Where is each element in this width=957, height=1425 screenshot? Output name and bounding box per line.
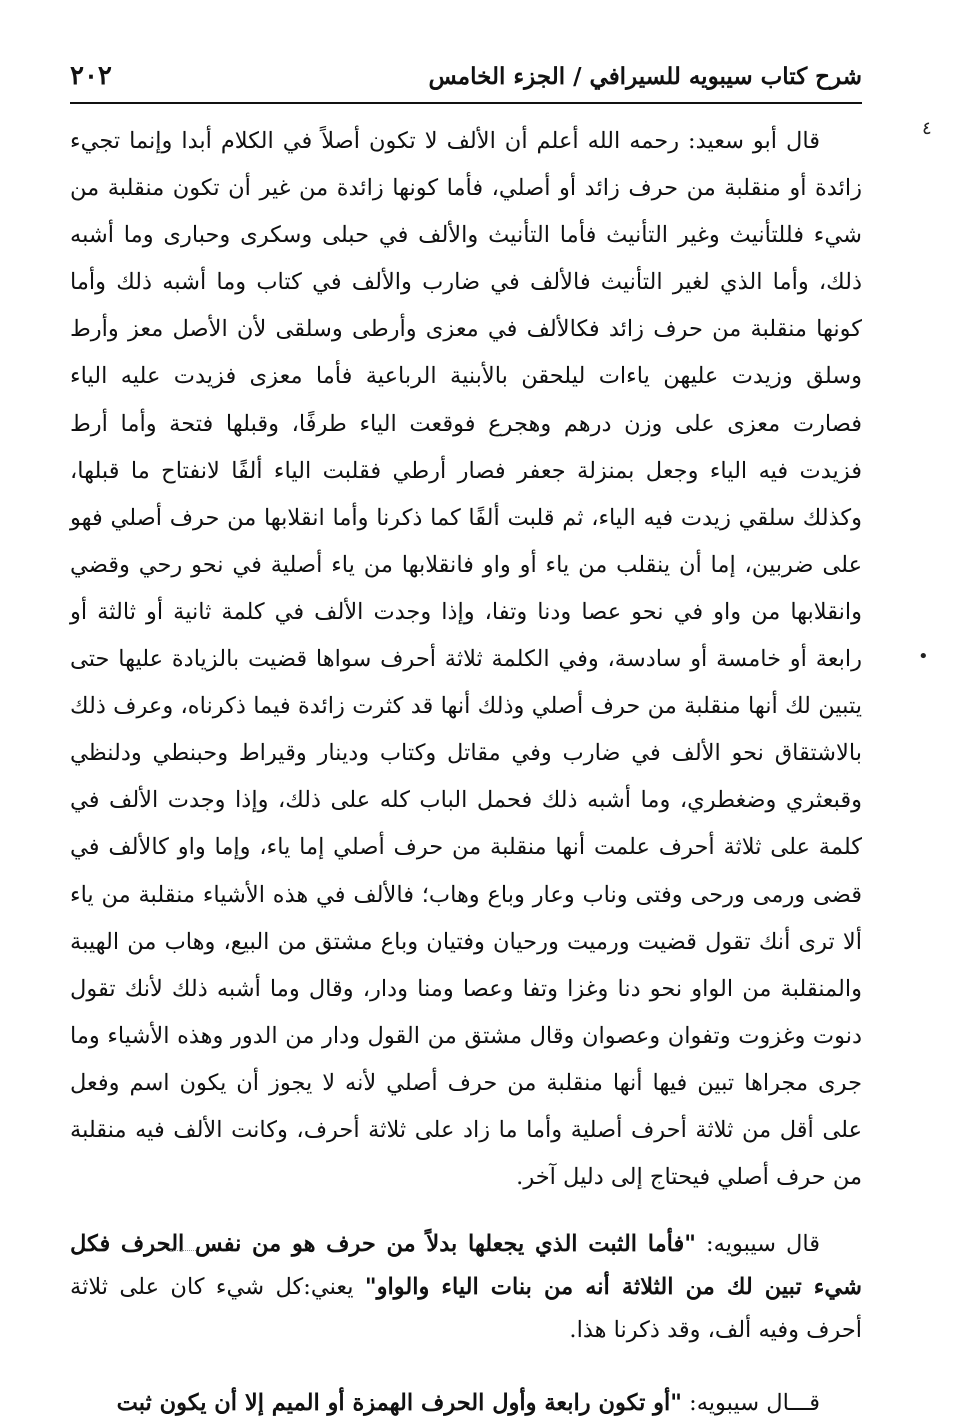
commentary-paragraph: قال أبو سعيد: رحمه الله أعلم أن الألف لا تكون أصلاً في الكلام أبدا وإنما تجيء زائدة أو منقلبة من حرف زائد أو أصلي، فأما كونها زائدة من غير أن تكون منقلبة من شيء فللتأنيث وغير التأنيث فأما التأنيث والألف في حبلى وسكرى وحبارى وما أشبه ذلك، وأما الذي لغير التأنيث فالألف في ضارب والألف في كتاب وما أشبه ذلك وأما كونها منقلبة من حرف زائد فكالألف في معزى وأرطى وسلقى لأن الأصل معز وأرط وسلق وزيدت عليهن ياءات ليلحقن بالأبنية الرباعية فأما معزى فزيدت عليه الياء فصارت معزى على وزن درهم وهجرع فوقعت الياء طرفًا، وقبلها فتحة وأما أرط فزيدت فيه الياء وجعل بمنزلة جعفر فصار أرطي فقلبت الياء ألفًا لانفتاح ما قبلها، وكذلك سلقي زيدت فيه الياء، ثم قلبت ألفًا كما ذكرنا وأما انقلابها من حرف أصلي فهو على ضربين، إما أن ينقلب من ياء أو واو فانقلابها من ياء أصلية في نحو رحي وقضي وانقلابها من واو في نحو عصا ودنا وتفا، وإذا وجدت الألف في كلمة ثانية أو ثالثة أو رابعة أو خامسة أو سادسة، وفي الكلمة ثلاثة أحرف سواها قضيت بالزيادة عليها حتى يتبين لك أنها منقلبة من حرف أصلي وذلك أنها قد كثرت زائدة فيما ذكرناه، وعرف ذلك بالاشتقاق نحو الألف في ضارب وفي مقاتل وكتاب ودينار وقيراط وحبنطي ودلنظي وقبعثري وضغطري، وما أشبه ذلك فحمل الباب كله على ذلك، وإذا وجدت الألف في كلمة على ثلاثة أحرف علمت أنها منقلبة من حرف أصلي إما ياء، وإما واو كالألف في قضى ورمى ورحى وفتى وناب وعار وباع وهاب؛ فالألف في هذه الأشياء منقلبة من ياء ألا ترى أنك تقول قضيت ورميت ورحيان وفتيان وباع مشتق من البيع، وهاب من الهيبة والمنقلبة من الواو نحو دنا وغزا وتفا وعصا ومنا ودار، وقال وما أشبه ذلك لأنك تقول دنوت وغزوت وتفوان وعصوان وقال مشتق من القول ودار من الدور وهذه الأشياء وما جرى مجراها تبين فيها أنها منقلبة من حرف أصلي لأنه لا يجوز أن يكون اسم وفعل على أقل من ثلاثة أحرف أصلية وأما ما زاد على ثلاثة أحرف، وكانت الألف فيه منقلبة من حرف أصلي فيحتاج إلى دليل آخر.: [70, 128, 862, 1191]
paragraph-spacer: [70, 1352, 862, 1382]
body-text: [70, 118, 862, 1425]
quote-lead-2: قـــال سيبويه:: [682, 1390, 820, 1417]
sibawayh-quote-paragraph: [70, 1223, 862, 1352]
margin-mark-middle: •: [918, 646, 929, 667]
quote-text: "فأما الثبت الذي يجعلها بدلاً من حرف هو من نفس الحرف فكل شيء تبين لك من الثلاثة أنه من بنات الياء والواو": [70, 1231, 862, 1301]
page-number: ٢٠٢: [70, 61, 112, 91]
page-header: [70, 50, 862, 104]
dotted-separator: [170, 1250, 196, 1251]
quote-commentary: يعني:كل شيء كان على ثلاثة أحرف وفيه ألف، وقد ذكرنا هذا.: [70, 1274, 862, 1344]
quote-lead: قال سيبويه:: [696, 1231, 820, 1258]
margin-mark-top: ٤: [922, 118, 932, 139]
running-title: شرح كتاب سيبويه للسيرافي / الجزء الخامس: [428, 62, 862, 90]
sibawayh-quote-paragraph-2: [70, 1382, 862, 1425]
quote-text-2: "أو تكون رابعة وأول الحرف الهمزة أو الميم إلا أن يكون ثبت: [116, 1390, 682, 1417]
paragraph-spacer: [70, 1201, 862, 1223]
